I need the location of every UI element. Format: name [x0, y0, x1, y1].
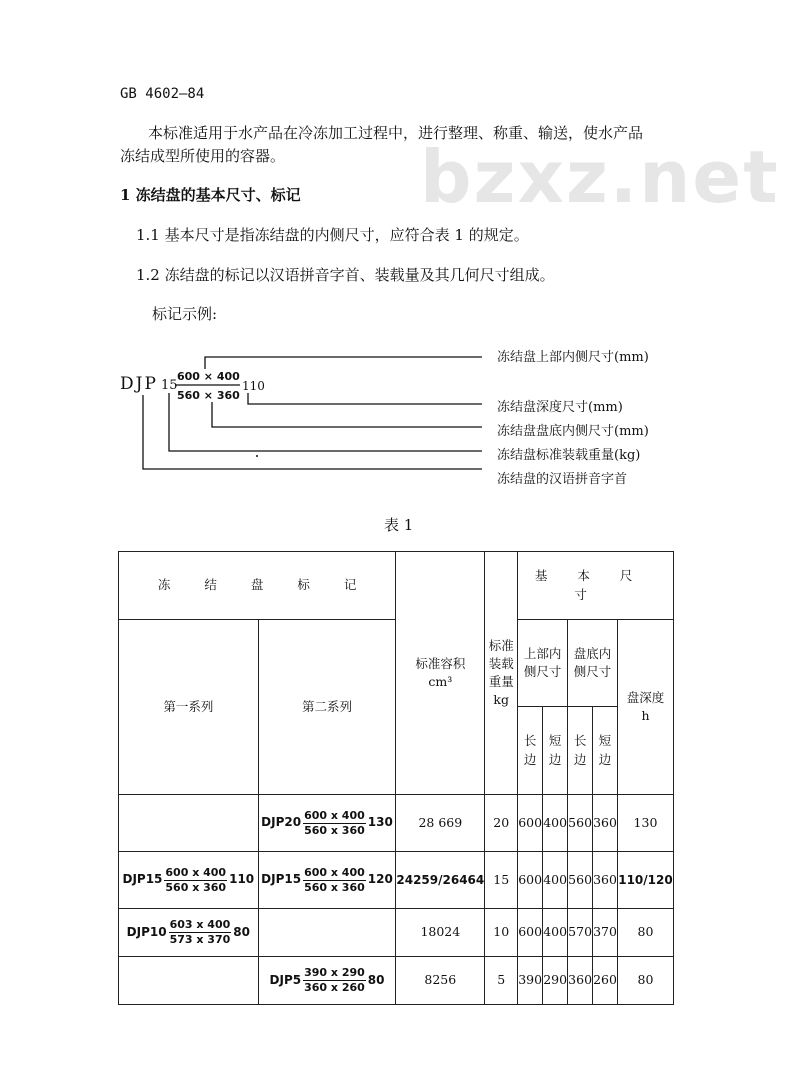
example-depth: 110 [242, 379, 265, 393]
table-row [119, 957, 674, 1005]
standard-header: GB 4602—84 [120, 86, 205, 102]
example-label-depth: 冻结盘深度尺寸(mm) [497, 400, 623, 415]
clause-1-2: 1.2 冻结盘的标记以汉语拼音字首、装载量及其几何尺寸组成。 [136, 266, 555, 284]
dimension-table [118, 551, 674, 1005]
series-1-cell [119, 957, 259, 1005]
series-2-cell [258, 909, 396, 957]
header-top-size: 上部内侧尺寸 [518, 620, 568, 707]
depth-cell: 130 [617, 795, 673, 852]
top-short-cell: 400 [543, 852, 568, 909]
top-long-cell: 600 [518, 852, 543, 909]
bottom-short-cell: 360 [593, 852, 618, 909]
load-cell: 5 [485, 957, 518, 1005]
bottom-short-cell: 360 [593, 795, 618, 852]
bottom-long-cell: 560 [568, 795, 593, 852]
header-mark: 冻结盘标记 [119, 552, 396, 620]
example-label-load: 冻结盘标准装载重量(kg) [497, 448, 641, 463]
series-2-cell [258, 957, 396, 1005]
header-bottom-size: 盘底内侧尺寸 [568, 620, 618, 707]
header-bottom-long: 长边 [568, 707, 593, 795]
tray-mark: DJP15 600 x 400 560 x 360 120 [261, 865, 393, 894]
depth-cell: 110/120 [617, 852, 673, 909]
series-1-cell [119, 852, 259, 909]
bottom-long-cell: 560 [568, 852, 593, 909]
example-leader-lines [0, 0, 800, 500]
top-short-cell: 290 [543, 957, 568, 1005]
series-2-cell [258, 852, 396, 909]
tray-mark: DJP15 600 x 400 560 x 360 110 [122, 865, 255, 894]
table-row [119, 909, 674, 957]
header-depth: 盘深度 h [617, 620, 673, 795]
example-prefix: DJP [120, 374, 158, 394]
header-volume: 标准容积 cm³ [396, 552, 485, 795]
example-label-prefix: 冻结盘的汉语拼音字首 [497, 472, 628, 487]
header-series-2: 第二系列 [258, 620, 396, 795]
intro-line-1: 本标准适用于水产品在冷冻加工过程中，进行整理、称重、输送，使水产品 [148, 124, 644, 142]
header-series-1: 第一系列 [119, 620, 259, 795]
volume-cell: 28 669 [396, 795, 485, 852]
depth-cell: 80 [617, 909, 673, 957]
top-short-cell: 400 [543, 795, 568, 852]
top-long-cell: 390 [518, 957, 543, 1005]
top-short-cell: 400 [543, 909, 568, 957]
tray-mark: DJP20 600 x 400 560 x 360 130 [261, 808, 393, 837]
intro-line-2: 冻结成型所使用的容器。 [120, 147, 286, 165]
volume-cell: 18024 [396, 909, 485, 957]
tray-mark: DJP5 390 x 290 360 x 260 80 [269, 966, 385, 994]
header-load: 标准装载重量 kg [485, 552, 518, 795]
example-load: 15 [161, 378, 178, 393]
top-long-cell: 600 [518, 909, 543, 957]
volume-cell: 24259/26464 [396, 852, 485, 909]
load-cell: 10 [485, 909, 518, 957]
bottom-long-cell: 360 [568, 957, 593, 1005]
clause-1-1: 1.1 基本尺寸是指冻结盘的内侧尺寸，应符合表 1 的规定。 [136, 226, 529, 244]
watermark: bzxz.net [420, 135, 780, 219]
section-1-title: 1 冻结盘的基本尺寸、标记 [120, 186, 301, 204]
series-2-cell [258, 795, 396, 852]
bottom-short-cell: 370 [593, 909, 618, 957]
example-label-bottom-size: 冻结盘盘底内侧尺寸(mm) [497, 424, 649, 439]
example-denominator: 560 × 360 [177, 389, 240, 402]
example-label: 标记示例: [152, 305, 218, 323]
example-label-top-size: 冻结盘上部内侧尺寸(mm) [497, 350, 649, 365]
example-numerator: 600 × 400 [177, 370, 240, 383]
header-top-long: 长边 [518, 707, 543, 795]
table-row [119, 795, 674, 852]
depth-cell: 80 [617, 957, 673, 1005]
series-1-cell [119, 909, 259, 957]
table-row [119, 852, 674, 909]
header-top-short: 短边 [543, 707, 568, 795]
header-bottom-short: 短边 [593, 707, 618, 795]
bottom-long-cell: 570 [568, 909, 593, 957]
header-basic-size: 基本尺寸 [518, 552, 674, 620]
top-long-cell: 600 [518, 795, 543, 852]
load-cell: 20 [485, 795, 518, 852]
series-1-cell [119, 795, 259, 852]
table-title: 表 1 [384, 516, 414, 534]
load-cell: 15 [485, 852, 518, 909]
volume-cell: 8256 [396, 957, 485, 1005]
tray-mark: DJP10 603 x 400 573 x 370 80 [126, 918, 250, 946]
bottom-short-cell: 260 [593, 957, 618, 1005]
